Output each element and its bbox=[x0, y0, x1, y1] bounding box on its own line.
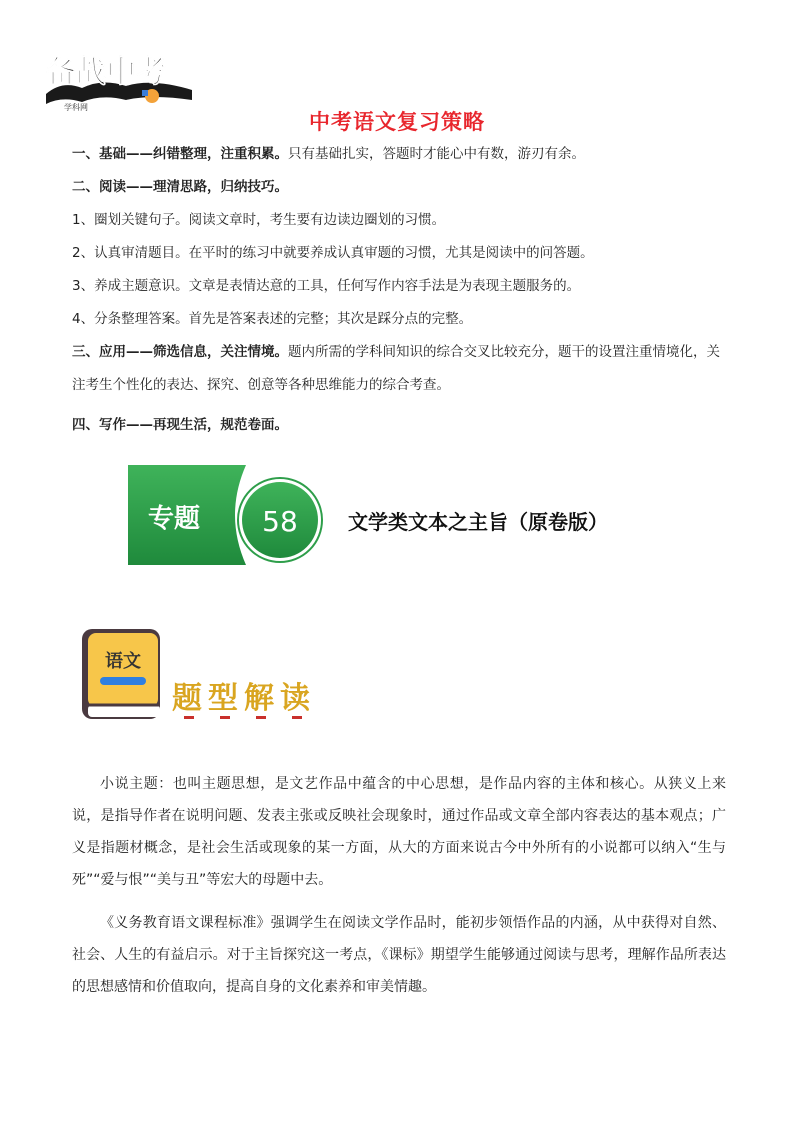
topic-label: 专题 bbox=[148, 504, 201, 534]
dashes-decoration bbox=[184, 716, 302, 719]
strategy-heading: 三、应用——筛选信息，关注情境。 bbox=[72, 344, 288, 360]
section-heading-text: 题型解读 bbox=[172, 681, 316, 716]
strategy-heading: 二、阅读——理清思路，归纳技巧。 bbox=[72, 179, 288, 195]
section-heading bbox=[170, 672, 330, 722]
book-label: 语文 bbox=[105, 651, 141, 672]
strategy-item-3 bbox=[72, 210, 732, 243]
strategy-text: 3、养成主题意识。文章是表情达意的工具，任何写作内容手法是为表现主题服务的。 bbox=[72, 278, 581, 294]
strategy-text: 只有基础扎实，答题时才能心中有数，游刃有余。 bbox=[288, 146, 585, 162]
strategy-item-5 bbox=[72, 276, 732, 309]
strategy-text: 题内所需的学科间知识的综合交叉比较充分，题干的设置注重情境化，关注考生个性化的表达、探究、创意等各种思维能力的综合考查。 bbox=[72, 344, 720, 393]
logo bbox=[42, 50, 202, 112]
strategy-text: 1、圈划关键句子。阅读文章时，考生要有边读边圈划的习惯。 bbox=[72, 212, 446, 228]
strategy-text: 2、认真审清题目。在平时的练习中就要养成认真审题的习惯，尤其是阅读中的问答题。 bbox=[72, 245, 594, 261]
strategy-item-7 bbox=[72, 336, 732, 402]
topic-title: 文学类文本之主旨（原卷版） bbox=[348, 510, 608, 534]
strategy-item-8 bbox=[72, 415, 732, 448]
strategy-heading: 一、基础——纠错整理，注重积累。 bbox=[72, 146, 288, 162]
strategy-item-2 bbox=[72, 177, 732, 210]
strategy-text: 4、分条整理答案。首先是答案表述的完整；其次是踩分点的完整。 bbox=[72, 311, 473, 327]
paragraph-2: 《义务教育语文课程标准》强调学生在阅读文学作品时，能初步领悟作品的内涵，从中获得对自然、社会、人生的有益启示。对于主旨探究这一考点，《课标》期望学生能够通过阅读与思考，理解作品所表达的思想感情和价值取向，提高自身的文化素养和审美情趣。 bbox=[72, 915, 726, 995]
topic-number: 58 bbox=[262, 505, 298, 538]
page-title: 中考语文复习策略 bbox=[309, 110, 485, 134]
strategy-heading: 四、写作——再现生活，规范卷面。 bbox=[72, 417, 288, 433]
paragraph-1: 小说主题：也叫主题思想，是文艺作品中蕴含的中心思想，是作品内容的主体和核心。从狭义上来说，是指导作者在说明问题、发表主张或反映社会现象时，通过作品或文章全部内容表达的基本观点；广义是指题材概念，是社会生活或现象的某一方面，从大的方面来说古今中外所有的小说都可以纳入“生与死”“爱与恨”“美与丑”等宏大的母题中去。 bbox=[72, 776, 726, 888]
strategy-item-1 bbox=[72, 144, 732, 177]
logo-subtext: 学科网 bbox=[64, 103, 88, 112]
book-icon bbox=[78, 625, 168, 725]
strategy-list bbox=[72, 144, 732, 448]
strategy-item-4 bbox=[72, 243, 732, 276]
logo-text: 备战中考 bbox=[46, 55, 166, 90]
